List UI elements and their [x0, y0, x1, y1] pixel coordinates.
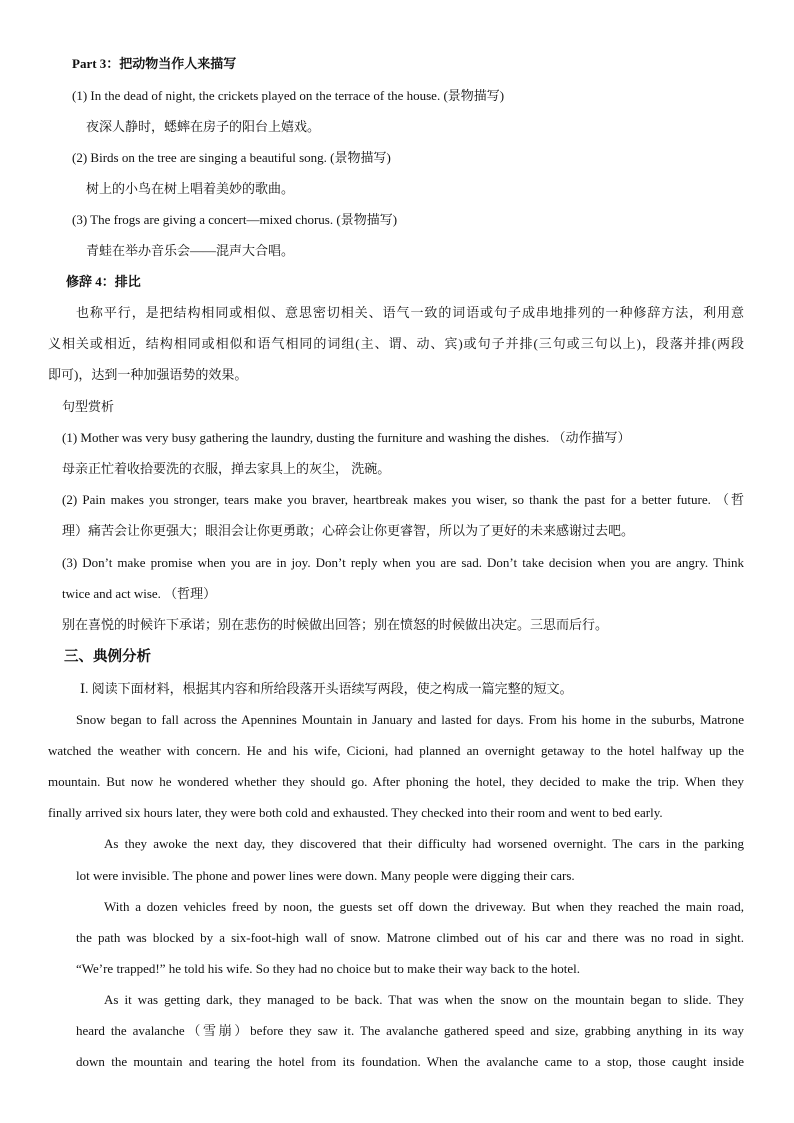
part3-title: Part 3：把动物当作人来描写	[72, 56, 237, 71]
story-p4-line-1: As it was getting dark, they managed to be back. That was when the snow on the mountain began to slide. They	[104, 992, 744, 1007]
story-p3-line-3: “We’re trapped!” he told his wife. So they had no choice but to make their way back to the hotel.	[76, 961, 580, 976]
rhetoric4-para-line-3: 即可)，达到一种加强语势的效果。	[48, 367, 248, 382]
rhetoric4-example-1-zh: 母亲正忙着收拾要洗的衣服，掸去家具上的灰尘， 洗碗。	[62, 461, 391, 476]
part3-example-3-zh: 青蛙在举办音乐会——混声大合唱。	[86, 243, 295, 258]
rhetoric4-example-3-en-line-1: (3) Don’t make promise when you are in joy. Don’t reply when you are sad. Don’t take decision when you are angry. Think	[62, 555, 744, 570]
rhetoric4-example-1-en: (1) Mother was very busy gathering the laundry, dusting the furniture and washing the dishes. （动作描写）	[62, 430, 631, 445]
story-p1-line-2: watched the weather with concern. He and his wife, Cicioni, had planned an overnight getaway to the hotel halfway up the	[48, 743, 744, 758]
story-p4-line-2: heard the avalanche（雪崩）before they saw it. The avalanche gathered speed and size, grabbing anything in its way	[76, 1023, 744, 1038]
story-p2-line-2: lot were invisible. The phone and power lines were down. Many people were digging their cars.	[76, 868, 575, 883]
rhetoric4-para-line-1: 也称平行，是把结构相同或相似、意思密切相关、语气一致的词语或句子成串地排列的一种修辞方法，利用意	[76, 305, 744, 320]
rhetoric4-example-3-zh: 别在喜悦的时候许下承诺；别在悲伤的时候做出回答；别在愤怒的时候做出决定。三思而后行。	[62, 617, 609, 632]
story-p4-line-3: down the mountain and tearing the hotel from its foundation. When the avalanche came to a stop, those caught inside	[76, 1054, 744, 1069]
rhetoric4-example-2-zh: 理）痛苦会让你更强大；眼泪会让你更勇敢；心碎会让你更睿智，所以为了更好的未来感谢过去吧。	[62, 523, 635, 538]
part3-example-2-en: (2) Birds on the tree are singing a beautiful song. (景物描写)	[72, 150, 391, 165]
story-p2-line-1: As they awoke the next day, they discovered that their difficulty had worsened overnight. The cars in the parking	[104, 836, 744, 851]
rhetoric4-subtitle: 句型赏析	[62, 399, 115, 414]
rhetoric4-example-2-en: (2) Pain makes you stronger, tears make you braver, heartbreak makes you wiser, so thank the past for a better future. （哲	[62, 492, 744, 507]
rhetoric4-example-3-en-line-2: twice and act wise. （哲理）	[62, 586, 217, 601]
section3-title: 三、典例分析	[64, 649, 151, 665]
story-p3-line-1: With a dozen vehicles freed by noon, the guests set off down the driveway. But when they reached the main road,	[104, 899, 744, 914]
part3-example-1-en: (1) In the dead of night, the crickets played on the terrace of the house. (景物描写)	[72, 88, 505, 103]
story-p1-line-4: finally arrived six hours later, they were both cold and exhausted. They checked into their room and went to bed early.	[48, 805, 663, 820]
story-p1-line-3: mountain. But now he wondered whether they should go. After phoning the hotel, they decided to make the trip. When they	[48, 774, 744, 789]
part3-example-3-en: (3) The frogs are giving a concert—mixed chorus. (景物描写)	[72, 212, 398, 227]
story-p3-line-2: the path was blocked by a six-foot-high wall of snow. Matrone climbed out of his car and there was no road in sight.	[76, 930, 744, 945]
part3-example-2-zh: 树上的小鸟在树上唱着美妙的歌曲。	[86, 181, 295, 196]
part3-example-1-zh: 夜深人静时，蟋蟀在房子的阳台上嬉戏。	[86, 119, 321, 134]
story-p1-line-1: Snow began to fall across the Apennines Mountain in January and lasted for days. From his home in the suburbs, Matrone	[76, 712, 744, 727]
rhetoric4-para-line-2: 义相关或相近，结构相同或相似和语气相同的词组(主、谓、动、宾)或句子并排(三句或三句以上)，段落并排(两段	[48, 336, 744, 351]
rhetoric4-title: 修辞 4：排比	[66, 274, 141, 289]
section3-instruction: Ⅰ. 阅读下面材料，根据其内容和所给段落开头语续写两段，使之构成一篇完整的短文。	[80, 681, 573, 696]
